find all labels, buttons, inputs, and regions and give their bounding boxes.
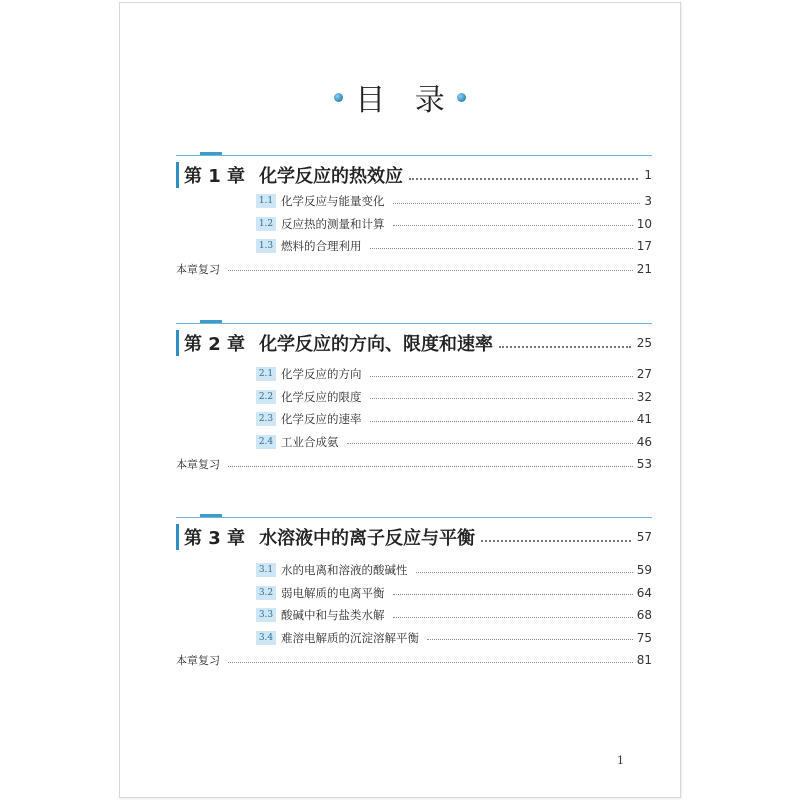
section-list — [176, 363, 652, 476]
section-list — [176, 559, 652, 672]
review-title: 本章复习 — [176, 458, 220, 472]
section-number-badge: 1.3 — [256, 239, 276, 253]
chapter-review-entry[interactable] — [176, 258, 652, 281]
section-title: 化学反应的方向 — [281, 367, 362, 382]
section-page: 3 — [644, 194, 652, 209]
dot-leader — [416, 572, 633, 573]
dot-leader — [393, 225, 633, 226]
dot-leader — [499, 346, 631, 348]
review-title: 本章复习 — [176, 654, 220, 668]
section-number-badge: 2.3 — [256, 412, 276, 426]
chapter-side-bar — [176, 524, 179, 550]
dot-leader — [228, 466, 633, 467]
section-number-badge: 1.2 — [256, 217, 276, 231]
toc-entry[interactable] — [256, 431, 652, 454]
bullet-dot-icon — [457, 93, 466, 102]
section-page: 41 — [636, 412, 652, 427]
chapter-page: 1 — [644, 168, 652, 182]
dot-leader — [228, 270, 633, 271]
section-title: 燃料的合理利用 — [281, 239, 362, 254]
toc-entry[interactable] — [256, 363, 652, 386]
toc-page — [119, 2, 681, 798]
chapter-review-entry[interactable] — [176, 453, 652, 476]
toc-entry[interactable] — [256, 627, 652, 650]
toc-entry[interactable] — [256, 386, 652, 409]
section-list — [176, 190, 652, 280]
section-page: 59 — [636, 563, 652, 578]
chapter-page: 25 — [636, 336, 652, 350]
dot-leader — [347, 443, 633, 444]
section-number-badge: 3.2 — [256, 586, 276, 600]
chapter-side-bar — [176, 330, 179, 356]
chapter-2 — [176, 323, 652, 472]
toc-entry[interactable] — [256, 408, 652, 431]
section-title: 化学反应的限度 — [281, 389, 362, 404]
toc-header — [120, 77, 680, 117]
chapter-number: 第 3 章 — [184, 528, 246, 549]
review-page: 81 — [636, 653, 652, 668]
toc-entry[interactable] — [256, 582, 652, 605]
dot-leader — [370, 376, 633, 377]
toc-entry[interactable] — [256, 213, 652, 236]
chapter-accent-line — [200, 320, 222, 323]
page-number: 1 — [617, 754, 624, 767]
section-title: 水的电离和溶液的酸碱性 — [281, 563, 408, 578]
section-title: 工业合成氨 — [281, 434, 339, 449]
dot-leader — [481, 540, 631, 542]
section-number-badge: 3.3 — [256, 608, 276, 622]
toc-entry[interactable] — [256, 604, 652, 627]
dot-leader — [370, 398, 633, 399]
chapter-title: 化学反应的方向、限度和速率 — [259, 334, 494, 355]
dot-leader — [427, 639, 633, 640]
dot-leader — [393, 203, 641, 204]
dot-leader — [393, 617, 633, 618]
section-number-badge: 2.2 — [256, 390, 276, 404]
chapter-title: 水溶液中的离子反应与平衡 — [259, 528, 476, 549]
chapter-heading[interactable] — [176, 517, 652, 554]
toc-entry[interactable] — [256, 559, 652, 582]
review-title: 本章复习 — [176, 262, 220, 276]
chapter-side-bar — [176, 162, 179, 188]
chapter-number: 第 2 章 — [184, 334, 246, 355]
section-title: 酸碱中和与盐类水解 — [281, 608, 385, 623]
section-number-badge: 3.4 — [256, 631, 276, 645]
chapter-heading[interactable] — [176, 155, 652, 192]
section-number-badge: 3.1 — [256, 563, 276, 577]
dot-leader — [370, 421, 633, 422]
dot-leader — [370, 248, 633, 249]
bullet-dot-icon — [334, 93, 343, 102]
section-number-badge: 2.4 — [256, 435, 276, 449]
section-page: 75 — [636, 630, 652, 645]
section-page: 46 — [636, 434, 652, 449]
chapter-1 — [176, 155, 652, 276]
chapter-title: 化学反应的热效应 — [259, 166, 404, 187]
review-page: 53 — [636, 457, 652, 472]
dot-leader — [228, 662, 633, 663]
toc-entry[interactable] — [256, 235, 652, 258]
section-title: 反应热的测量和计算 — [281, 216, 385, 231]
chapter-number: 第 1 章 — [184, 166, 246, 187]
chapter-accent-line — [200, 514, 222, 517]
chapter-heading[interactable] — [176, 323, 652, 360]
section-title: 化学反应的速率 — [281, 412, 362, 427]
section-title: 化学反应与能量变化 — [281, 194, 385, 209]
section-page: 27 — [636, 367, 652, 382]
section-page: 64 — [636, 585, 652, 600]
chapter-page: 57 — [636, 530, 652, 544]
chapter-3 — [176, 517, 652, 668]
toc-entry[interactable] — [256, 190, 652, 213]
section-title: 弱电解质的电离平衡 — [281, 585, 385, 600]
section-page: 32 — [636, 389, 652, 404]
dot-leader — [409, 178, 638, 180]
dot-leader — [393, 594, 633, 595]
chapter-review-entry[interactable] — [176, 649, 652, 672]
section-page: 68 — [636, 608, 652, 623]
chapter-accent-line — [200, 152, 222, 155]
section-number-badge: 2.1 — [256, 367, 276, 381]
section-number-badge: 1.1 — [256, 194, 276, 208]
toc-title: 目 录 — [355, 83, 455, 118]
section-title: 难溶电解质的沉淀溶解平衡 — [281, 630, 419, 645]
review-page: 21 — [636, 261, 652, 276]
section-page: 17 — [636, 239, 652, 254]
section-page: 10 — [636, 216, 652, 231]
